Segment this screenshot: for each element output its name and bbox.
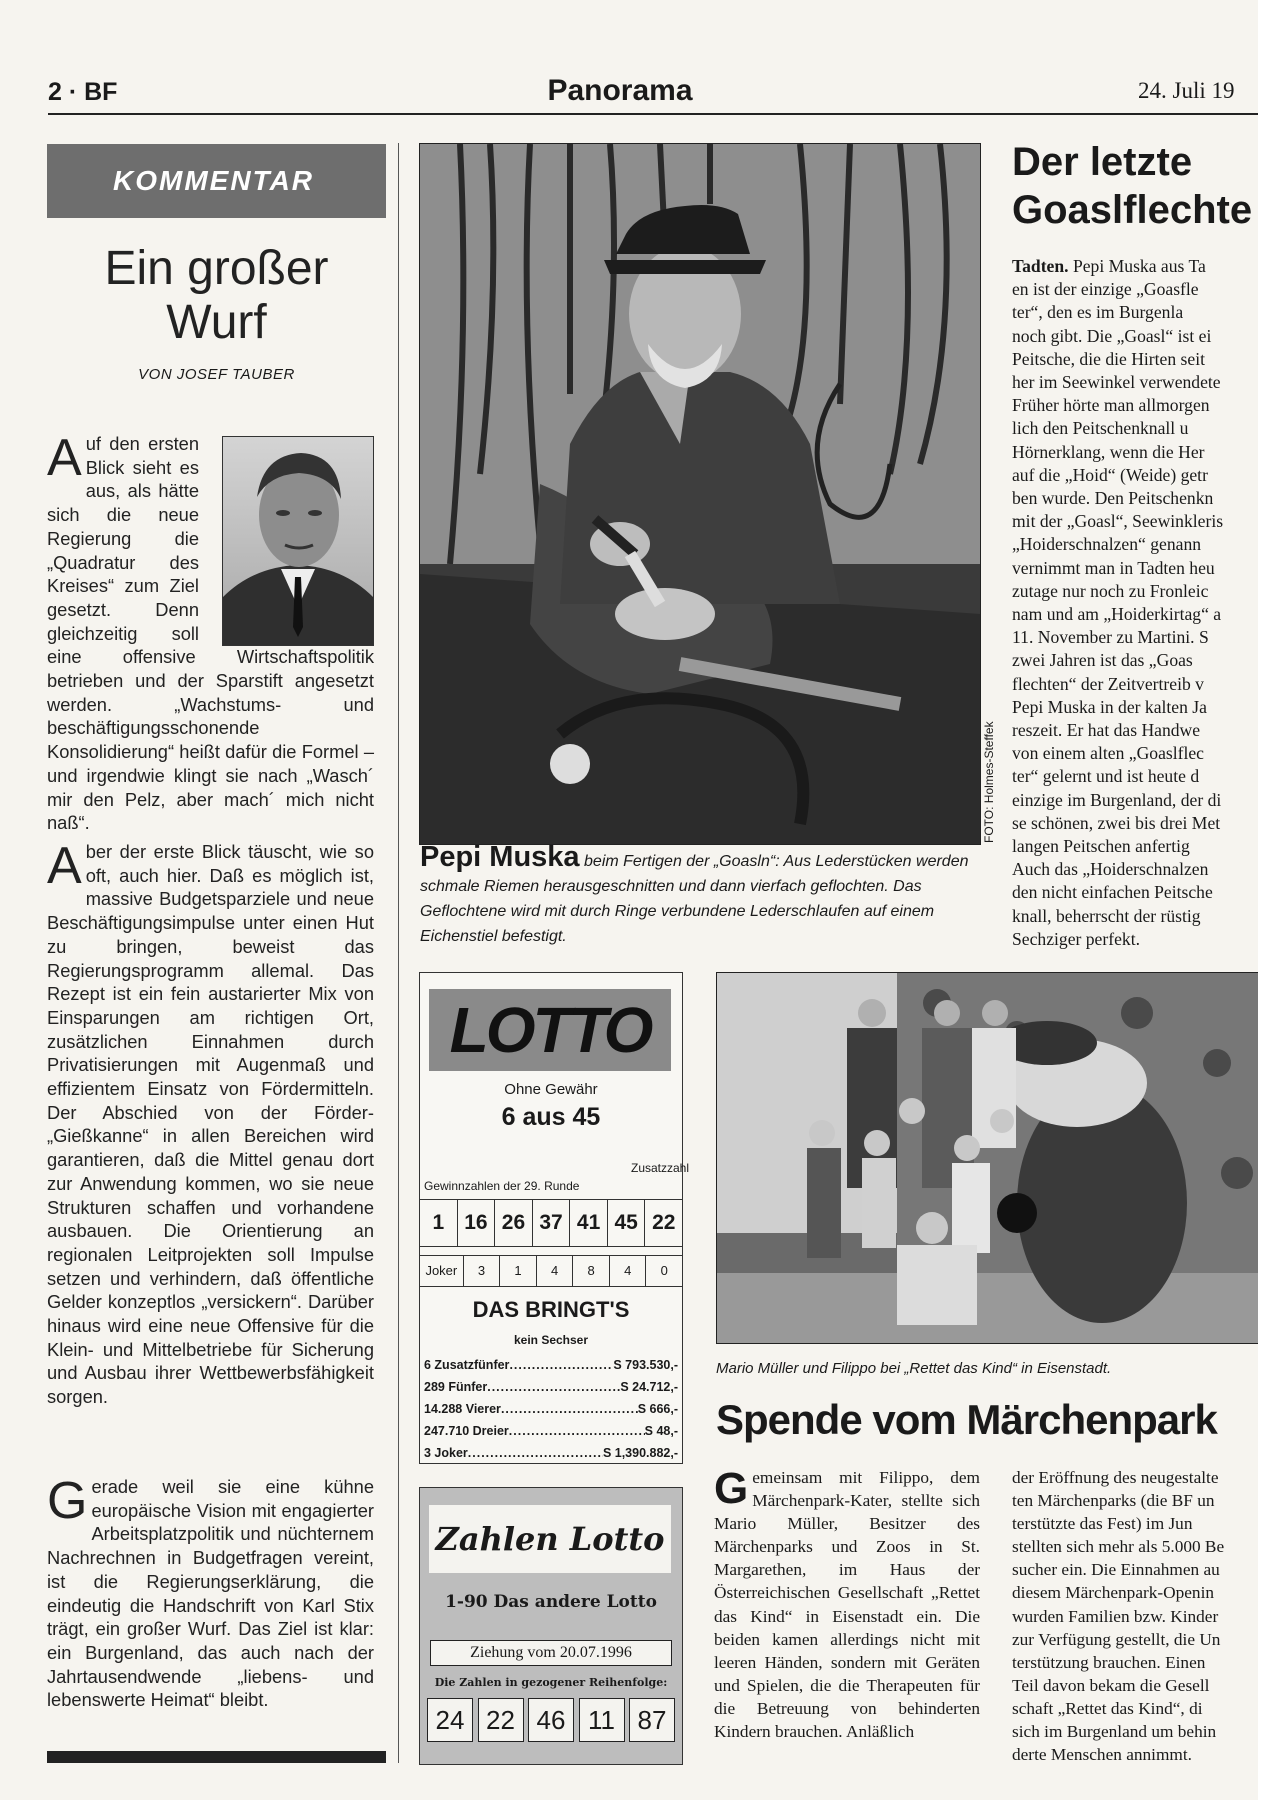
column-divider [398, 143, 399, 1763]
text-line: den nicht einfachen Peitsche [1012, 882, 1213, 903]
joker-digit: 1 [499, 1256, 536, 1286]
lotto-logo: LOTTO [429, 989, 671, 1071]
text-line: Hörnerklang, wenn die Her [1012, 441, 1205, 462]
text-line: Tadten. Pepi Muska aus Ta [1012, 256, 1206, 276]
text-line: Teil davon bekam die Gesell [1012, 1675, 1210, 1695]
draw-order-label: Die Zahlen in gezogener Reihenfolge: [434, 1676, 668, 1689]
text-line: mit der „Goasl“, Seewinkleris [1012, 511, 1224, 532]
zahlenlotto-subtitle: 1-90 Das andere Lotto [445, 1592, 657, 1612]
joker-row [420, 1255, 682, 1287]
text-line: diesem Märchenpark-Openin [1012, 1583, 1215, 1603]
lotto-number: 37 [532, 1200, 570, 1246]
joker-label: Joker [425, 1263, 458, 1278]
drawn-numbers [427, 1698, 675, 1742]
text-line: auf die „Hoid“ (Weide) getr [1012, 464, 1208, 485]
photo-caption: Pepi Muska beim Fertigen der „Goasln“: Aus Lederstücken werden schmale Riemen herausgeschnitten und dann vierfach geflochten. Das Geflochtene wird mit durch Ringe verbundene Lederschlaufen auf einem Eichenstiel befestigt. [420, 841, 969, 945]
lotto-number: 1 [432, 1211, 445, 1234]
text-line: noch gibt. Die „Goasl“ ist ei [1012, 325, 1212, 346]
kommentar-byline: VON JOSEF TAUBER [138, 366, 295, 383]
text-line: terstützung brauchen. Einen [1012, 1652, 1206, 1672]
kommentar-paragraph-3: Gerade weil sie eine kühne europäische Vision mit engagierter Arbeitsplatzpolitik und nüchternem Nachrechnen in Budgetfragen vereint, ist die Regierungserklärung, die eindeutig die Handschrift von Karl Stix trägt, ein großer Wurf. Das Ziel ist klar: ein Burgenland, das auch nach der Jahrtausendwende „liebens- und lebenswerte Heimat“ bleibt. [47, 1472, 374, 1711]
text-line: knall, beherrscht der rüstig [1012, 905, 1201, 926]
text-line: reszeit. Er hat das Handwe [1012, 720, 1201, 741]
text-line: wurden Familien bzw. Kinder [1012, 1606, 1219, 1626]
text-line: zutage nur noch zu Fronleic [1012, 580, 1209, 601]
text-line: lich den Peitschenknall u [1012, 418, 1189, 439]
drawn-number: 24 [427, 1698, 473, 1742]
lotto-number: 41 [569, 1200, 607, 1246]
text-line: ten Märchenparks (die BF un [1012, 1491, 1215, 1511]
joker-digit: 4 [536, 1256, 573, 1286]
lotto-game: 6 aus 45 [501, 1103, 601, 1131]
header-rule [48, 113, 1258, 115]
prize-row: 6 Zusatzfünfer ..... S 793.530,- [424, 1358, 678, 1372]
zahlenlotto-box [419, 1487, 683, 1765]
kommentar-label: KOMMENTAR [47, 144, 386, 218]
zahlenlotto-logo: Zahlen Lotto [429, 1505, 671, 1573]
text-line: Pepi Muska in der kalten Ja [1012, 696, 1207, 717]
text-line: der Eröffnung des neugestalte [1012, 1468, 1219, 1487]
text-line: schaft „Rettet das Kind“, di [1012, 1698, 1203, 1718]
lotto-disclaimer: Ohne Gewähr [504, 1081, 598, 1098]
joker-digit: 4 [609, 1256, 646, 1286]
kommentar-title: Ein großer Wurf [104, 242, 329, 349]
lotto-round-label: Gewinnzahlen der 29. Runde [424, 1179, 580, 1193]
text-line: derte Menschen annimmt. [1012, 1745, 1192, 1765]
photo2-caption: Mario Müller und Filippo bei „Rettet das Kind“ in Eisenstadt. [716, 1360, 1112, 1377]
text-line: von einem alten „Goaslflec [1012, 743, 1204, 764]
lotto-numbers [420, 1199, 682, 1247]
text-line: flechten“ der Zeitvertreib v [1012, 673, 1204, 694]
article-goasl-title: Der letzte Goaslflechte [1012, 140, 1253, 232]
text-line: „Hoiderschnalzen“ genann [1012, 534, 1202, 555]
photo-maerchenpark [716, 972, 1258, 1344]
lotto-zusatz-label: Zusatzzahl [631, 1161, 690, 1175]
text-line: ben wurde. Den Peitschenkn [1012, 488, 1214, 509]
prize-row: 247.710 Dreier ..... S 48,- [424, 1424, 678, 1438]
kommentar-bottom-bar [47, 1751, 386, 1763]
text-line: Sechziger perfekt. [1012, 928, 1140, 949]
issue-date: 24. Juli 19 [1138, 78, 1235, 103]
drawn-number: 87 [629, 1698, 675, 1742]
text-line: se schönen, zwei bis drei Met [1012, 812, 1221, 833]
text-line: sucher ein. Die Einnahmen au [1012, 1560, 1220, 1580]
drawn-number: 11 [579, 1698, 625, 1742]
drawn-number: 22 [478, 1698, 524, 1742]
draw-date: Ziehung vom 20.07.1996 [430, 1640, 672, 1666]
text-line: ter“ gelernt und ist heute d [1012, 766, 1200, 787]
lotto-zusatzzahl: 22 [644, 1200, 682, 1246]
text-line: nam und am „Hoiderkirtag“ a [1012, 604, 1222, 625]
text-line: zur Verfügung gestellt, die Un [1012, 1629, 1221, 1649]
section-title: Panorama [547, 74, 693, 107]
text-line: terstützte das Fest) im Jun [1012, 1514, 1193, 1534]
text-line: Auch das „Hoiderschnalzen [1012, 859, 1209, 880]
text-line: langen Peitschen anfertig [1012, 836, 1190, 857]
kommentar-paragraph-1: Auf den ersten Blick sieht es aus, als hätte sich die neue Regierung die „Quadratur des Kreises“ zum Ziel gesetzt. Denn gleichzeitig soll eine offensive Wirtschaftspolitik betrieben und der Sparstift angesetzt werden. „Wachstums- und beschäftigungsschonende Konsolidierung“ heißt dafür die Formel – und irgendwie klingt sie nach „Wasch´ mir den Pelz, aber mach´ mich nicht naß“. [47, 429, 374, 834]
joker-digit: 8 [572, 1256, 609, 1286]
text-line: Peitsche, die die Hirten seit [1012, 348, 1205, 369]
prize-row: 289 Fünfer ..... S 24.712,- [424, 1380, 678, 1394]
text-line: en ist der einzige „Goasfle [1012, 279, 1199, 300]
photo-credit: FOTO: Holmes-Steffek [982, 721, 996, 843]
text-line: 11. November zu Martini. S [1012, 627, 1209, 648]
text-line: sich im Burgenland um behin [1012, 1722, 1217, 1742]
text-line: stellten sich mehr als 5.000 Be [1012, 1537, 1225, 1557]
joker-digit: 0 [645, 1256, 682, 1286]
kommentar-paragraph-2: Aber der erste Blick täuscht, wie so oft, auch hier. Daß es möglich ist, massive Budgetsparziele und neue Beschäftigungsimpulse unter einen Hut zu bringen, beweist das Regierungsprogramm allemal. Das Rezept ist ein fein austarierter Mix von Einsparungen am richtigen Ort, zusätzlichen Einnahmen durch Privatisierungen mit Augenmaß und effizientem Einsatz von Fördermitteln. Der Abschied von der Förder-„Gießkanne“ in allen Bereichen wird garantieren, daß die Mittel genau dort zur Anwendung kommen, wo sie neue Strukturen schaffen und vorhandene ausbauen. Die Orientierung an regionalen Leitprojekten soll Impulse setzen und verhindern, daß öffentliche Gelder konzeptlos „versickern“. Darüber hinaus wird eine neue Offensive für die Klein- und Mittelbetriebe für Sicherung und Ausbau ihrer Wettbewerbsfähigkeit sorgen. [47, 837, 374, 1408]
photo-whip-maker [419, 143, 981, 845]
article-goasl-body [1012, 255, 1258, 951]
drawn-number: 46 [528, 1698, 574, 1742]
text-line: her im Seewinkel verwendete [1012, 372, 1221, 393]
text-wrap [199, 432, 374, 638]
bringts-heading: DAS BRINGT'S [472, 1297, 630, 1322]
lotto-number: 45 [607, 1200, 645, 1246]
prize-row: 14.288 Vierer ..... S 666,- [424, 1402, 678, 1416]
joker-digit: 3 [463, 1256, 500, 1286]
text-line: vernimmt man in Tadten heu [1012, 557, 1215, 578]
text-line: zwei Jahren ist das „Goas [1012, 650, 1193, 671]
page-number: 2 · BF [48, 78, 118, 106]
lotto-number: 16 [457, 1200, 495, 1246]
prize-row: 3 Joker ..... S 1,390.882,- [424, 1446, 678, 1460]
article-maerchenpark-col2 [1012, 1466, 1258, 1766]
article-maerchenpark-col1: Gemeinsam mit Filippo, dem Märchenpark-Kater, stellte sich Mario Müller, Besitzer des Märchenparks und Zoos in St. Margarethen, im Haus der Österreichischen Gesellschaft „Rettet das Kind“ in Eisenstadt ein. Die beiden kamen allerdings nicht mit leeren Händen, sondern mit Geräten und Spielen, die die Therapeuten für die Betreuung von behinderten Kindern brauchen. Anläßlich [714, 1464, 980, 1742]
page-edge [1258, 0, 1272, 1800]
kein-sechser: kein Sechser [513, 1333, 589, 1347]
article-maerchenpark-title: Spende vom Märchenpark [716, 1396, 1217, 1443]
lotto-box [419, 972, 690, 1464]
text-line: Früher hörte man allmorgen [1012, 395, 1210, 416]
text-line: ter“, den es im Burgenla [1012, 302, 1184, 323]
text-line: einzige im Burgenland, der di [1012, 789, 1222, 810]
lotto-number: 26 [494, 1200, 532, 1246]
